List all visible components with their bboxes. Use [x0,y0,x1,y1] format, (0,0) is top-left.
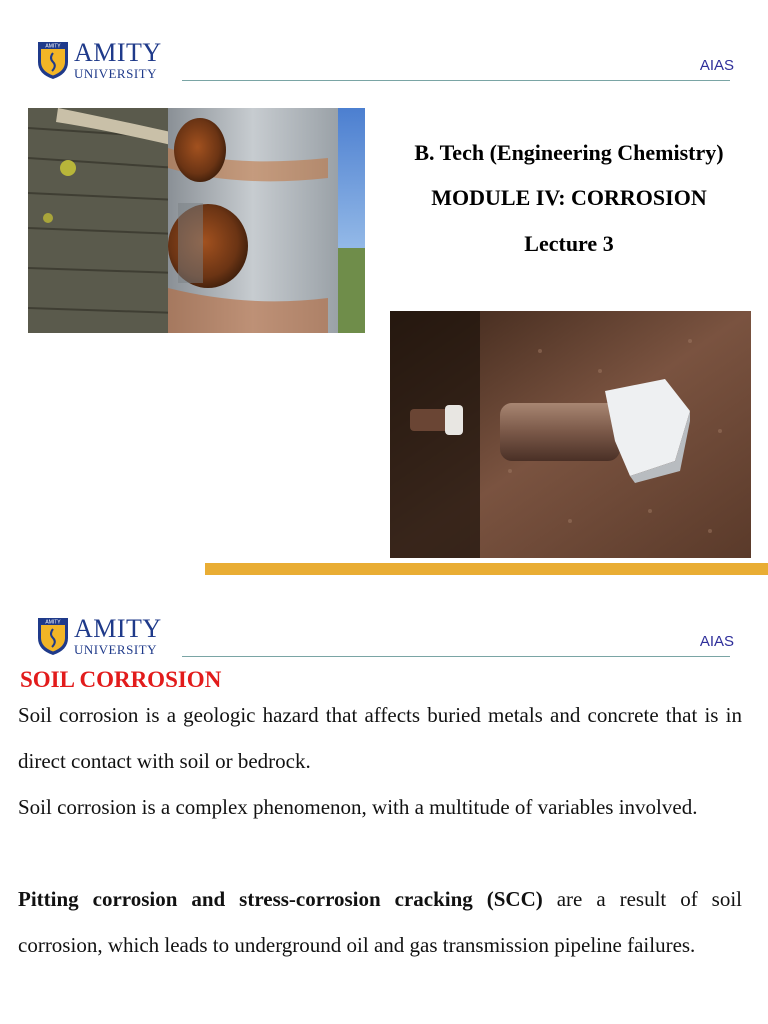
header-rule [182,80,730,81]
paragraph-rest: are a result of soil corrosion, which leads to underground oil and gas transmission pipeline failures. [18,887,742,957]
paragraph-consequences [18,876,742,968]
lecture-number: Lecture 3 [524,231,614,256]
aias-tag: AIAS [699,57,734,74]
amity-logo [36,616,162,656]
logo-word-amity: AMITY [74,38,162,67]
aias-tag: AIAS [699,633,734,650]
logo-word-amity: AMITY [74,614,162,643]
paragraph-definition: Soil corrosion is a geologic hazard that affects buried metals and concrete that is in direct contact with soil or bedrock. [18,703,742,773]
content-slide [0,590,768,1024]
bold-phrase: Pitting corrosion and stress-corrosion cracking (SCC) [18,887,543,911]
corroded-bolt-photo [390,311,751,558]
slide-divider-bar [205,563,768,575]
section-heading: SOIL CORROSION [20,667,222,692]
amity-logo [36,40,162,80]
svg-text:AMITY: AMITY [45,619,61,626]
paragraph-complexity: Soil corrosion is a complex phenomenon, with a multitude of variables involved. [18,795,698,819]
amity-shield-icon [36,616,70,656]
logo-word-university: UNIVERSITY [74,66,157,81]
svg-text:AMITY: AMITY [45,43,61,50]
rusted-bolts-photo [28,108,365,333]
header-rule [182,656,730,657]
logo-word-university: UNIVERSITY [74,642,157,657]
course-title: B. Tech (Engineering Chemistry) [414,140,724,165]
module-title: MODULE IV: CORROSION [431,185,707,210]
amity-shield-icon [36,40,70,80]
